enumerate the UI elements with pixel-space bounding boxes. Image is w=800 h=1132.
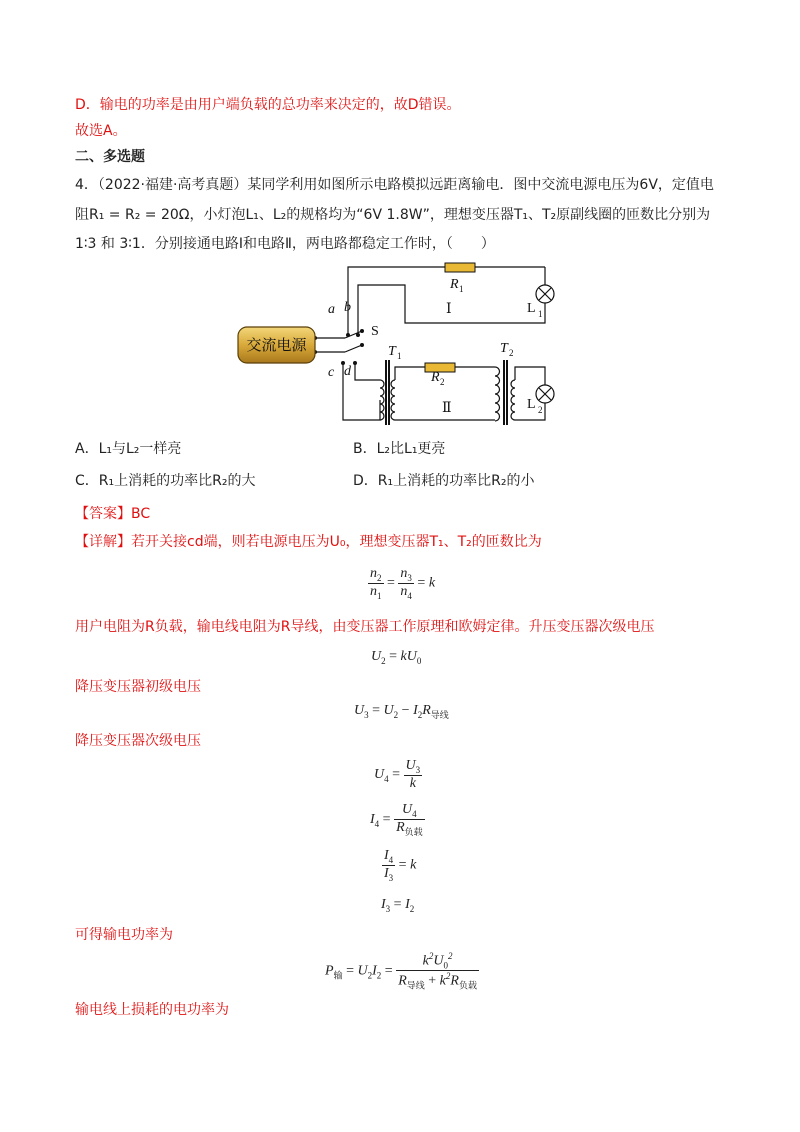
svg-text:2: 2 [538, 405, 543, 415]
equation-4: $U_4$ = $\frac{U_3}{k}$ [374, 758, 421, 791]
option-d-explanation: D．输电的功率是由用户端负载的总功率来决定的，故D错误。 [75, 97, 461, 113]
equation-2: $U_2 = kU_0$ [371, 649, 422, 666]
equation-1: $\frac{n_2}{n_1}$ = $\frac{n_3}{n_4}$ = k [370, 566, 436, 601]
question-line-3: 1∶3 和 3∶1．分别接通电路Ⅰ和电路Ⅱ，两电路都稳定工作时，（ ） [75, 236, 495, 252]
svg-text:1: 1 [459, 284, 464, 294]
svg-text:Ⅰ: Ⅰ [446, 302, 452, 317]
svg-text:b: b [344, 300, 351, 315]
option-a: A．L₁与L₂一样亮 [75, 441, 182, 457]
equation-3: $U_3 = U_2 - I_2R_{导线}$ [354, 703, 449, 720]
svg-text:a: a [328, 302, 335, 317]
svg-text:交流电源: 交流电源 [246, 336, 307, 354]
svg-text:T: T [388, 344, 396, 359]
question-line-1: 4．（2022·福建·高考真题）某同学利用如图所示电路模拟远距离输电．图中交流电源电压为6V，定值电 [75, 177, 714, 193]
svg-text:c: c [328, 365, 335, 380]
detail-line: 【详解】若开关接cd端，则若电源电压为U₀，理想变压器T₁、T₂的匝数比为 [75, 534, 542, 550]
equation-7: $I_3 = I_2$ [381, 897, 415, 914]
svg-text:L: L [527, 397, 536, 412]
user-resistance-line: 用户电阻为R负载，输电线电阻为R导线，由变压器工作原理和欧姆定律。升压变压器次级电压 [75, 619, 655, 635]
resistor-r2 [425, 363, 455, 372]
svg-text:Ⅱ: Ⅱ [442, 401, 452, 416]
svg-text:2: 2 [440, 377, 445, 387]
option-d: D．R₁上消耗的功率比R₂的小 [353, 473, 535, 489]
svg-text:R: R [450, 277, 459, 292]
power-line: 可得输电功率为 [75, 927, 173, 943]
svg-text:S: S [371, 324, 379, 339]
circuit-diagram [230, 255, 580, 430]
option-c: C．R₁上消耗的功率比R₂的大 [75, 473, 256, 489]
svg-text:L: L [527, 301, 536, 316]
svg-text:1: 1 [397, 351, 402, 361]
svg-text:2: 2 [509, 348, 514, 358]
wire-a [348, 267, 445, 335]
equation-6: $\frac{I_4}{I_3}$ = k [384, 848, 417, 883]
secondary-voltage-line: 降压变压器次级电压 [75, 733, 201, 749]
lamp-l1 [536, 285, 554, 303]
svg-text:d: d [344, 364, 351, 379]
svg-text:T: T [500, 341, 508, 356]
loss-line: 输电线上损耗的电功率为 [75, 1002, 229, 1018]
equation-8: $P_输 = U_2I_2$ = $\frac{k^2U_0^2}{R_{导线} + k^2R_{负载}}$ [325, 951, 477, 991]
primary-voltage-line: 降压变压器初级电压 [75, 679, 201, 695]
option-b: B．L₂比L₁更亮 [353, 441, 446, 457]
lamp-l2 [536, 385, 554, 403]
resistor-r1 [445, 263, 475, 272]
section-heading: 二、多选题 [75, 149, 145, 165]
choose-line: 故选A。 [75, 123, 127, 139]
answer-line: 【答案】BC [75, 506, 151, 522]
svg-text:R: R [431, 370, 440, 385]
question-line-2: 阻R₁ = R₂ = 20Ω，小灯泡L₁、L₂的规格均为“6V 1.8W”，理想变压器T₁、T₂原副线圈的匝数比分别为 [75, 207, 711, 223]
equation-5: $I_4$ = $\frac{U_4}{R_{负载}}$ [370, 802, 423, 837]
svg-text:1: 1 [538, 309, 543, 319]
